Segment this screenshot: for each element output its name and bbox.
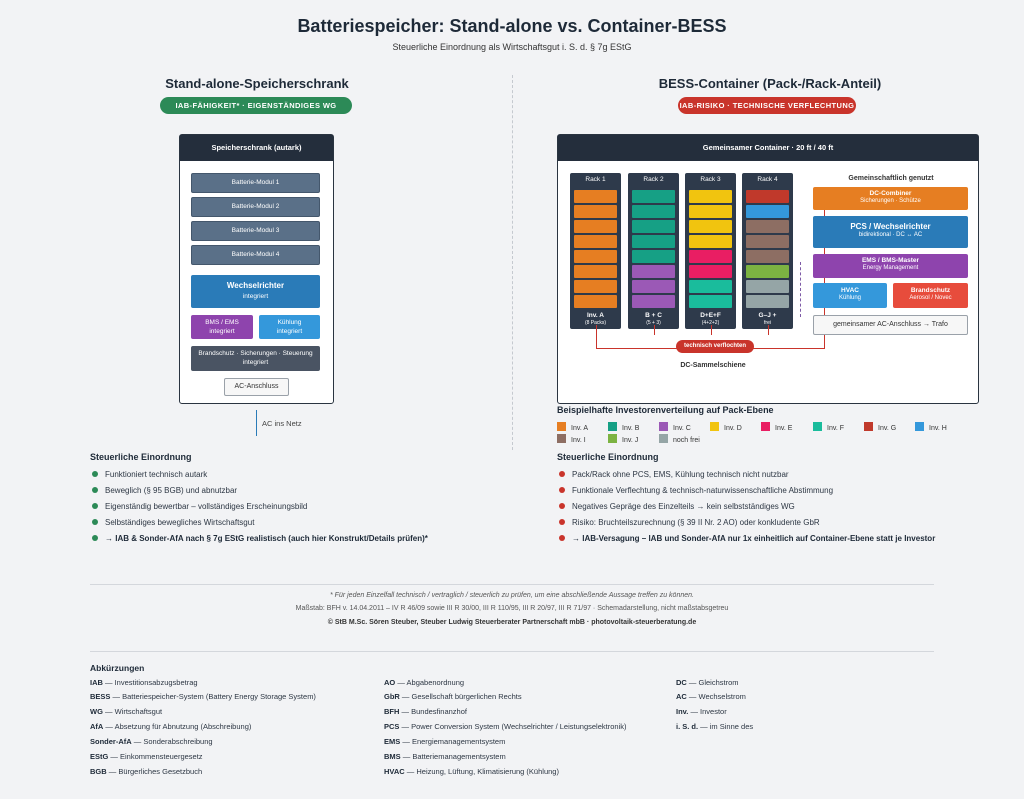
- rack-2: [628, 173, 679, 329]
- abbr-item: AfA — Absetzung für Abnutzung (Abschreibung): [90, 722, 252, 731]
- legend-item: [710, 422, 742, 432]
- bullet-text: Selbständiges bewegliches Wirtschaftsgut: [105, 518, 255, 527]
- rack-footer: [570, 312, 621, 326]
- legend-label: Inv. C: [673, 425, 691, 432]
- legend-item: [813, 422, 844, 432]
- rack-label: Rack 2: [643, 176, 664, 183]
- rack-note: frei: [764, 320, 771, 326]
- ems-title: EMS / BMS-Master: [861, 257, 920, 264]
- ac-grid-line: [256, 410, 257, 436]
- rack-1: [570, 173, 621, 329]
- abbr-item: EStG — Einkommensteuergesetz: [90, 752, 203, 761]
- pack: [574, 205, 617, 218]
- legend-swatch: [659, 422, 668, 431]
- footer-note: * Für jeden Einzelfall technisch / vertraglich / steuerlich zu prüfen, um eine abschließende Aussage treffen zu können.: [330, 592, 694, 599]
- legend-item: [608, 434, 638, 444]
- legend-item: [864, 422, 896, 432]
- right-bullet-2: [559, 486, 833, 495]
- abbr-item: Inv. — Investor: [676, 707, 727, 716]
- legend-item: [557, 434, 586, 444]
- inverter-box: [191, 275, 320, 308]
- safety-box: [191, 346, 320, 371]
- left-badge: IAB-FÄHIGKEIT* · EIGENSTÄNDIGES WG: [160, 97, 352, 114]
- pack: [746, 265, 789, 278]
- legend-swatch: [864, 422, 873, 431]
- footer-divider: [90, 584, 934, 585]
- cabinet-title: Speicherschrank (autark): [180, 135, 333, 161]
- shared-ac-box: gemeinsamer AC-Anschluss → Trafo: [813, 315, 968, 335]
- legend-label: Inv. D: [724, 425, 742, 432]
- rack-label: Rack 4: [757, 176, 778, 183]
- legend-swatch: [915, 422, 924, 431]
- bullet-dot: [92, 471, 98, 477]
- ems-link-line: [800, 262, 801, 317]
- bullet-text: Risiko: Bruchteilszurechnung (§ 39 II Nr. 2 AO) oder konkludente GbR: [572, 518, 820, 527]
- battery-module-2: Batterie-Modul 2: [191, 197, 320, 217]
- pcs-sub: bidirektional · DC ↔ AC: [858, 232, 923, 238]
- legend-label: Inv. A: [571, 425, 588, 432]
- bullet-text: Beweglich (§ 95 BGB) und abnutzbar: [105, 486, 238, 495]
- battery-module-4: Batterie-Modul 4: [191, 245, 320, 265]
- pack: [574, 250, 617, 263]
- bullet-text: → IAB-Versagung – IAB und Sonder-AfA nur 1x einheitlich auf Container-Ebene statt je Investor: [572, 534, 936, 543]
- rack-3: [685, 173, 736, 329]
- bullet-text: Negatives Gepräge des Einzelteils → kein selbstständiges WG: [572, 502, 795, 511]
- left-bullet-4: [92, 518, 254, 527]
- right-bullet-5: [559, 534, 935, 543]
- pack: [689, 265, 732, 278]
- pack: [632, 220, 675, 233]
- legend-swatch: [608, 422, 617, 431]
- pack: [632, 265, 675, 278]
- container-title: Gemeinsamer Container · 20 ft / 40 ft: [558, 135, 978, 161]
- pack: [746, 220, 789, 233]
- right-bullet-3: [559, 502, 795, 511]
- rack-investor: G–J +: [758, 312, 777, 319]
- abbr-item: BMS — Batteriemanagementsystem: [384, 752, 506, 761]
- abbr-item: BFH — Bundesfinanzhof: [384, 707, 467, 716]
- ac-grid-label: AC ins Netz: [262, 419, 302, 428]
- ems-box: [813, 254, 968, 278]
- pack: [632, 295, 675, 308]
- pcs-title: PCS / Wechselrichter: [850, 222, 931, 231]
- bullet-text: Funktionale Verflechtung & technisch-naturwissenschaftliche Abstimmung: [572, 486, 834, 495]
- bms-title: BMS / EMS: [205, 319, 239, 326]
- legend-label: Inv. G: [878, 425, 897, 432]
- left-bullet-3: [92, 502, 307, 511]
- pack: [746, 190, 789, 203]
- legend-swatch: [761, 422, 770, 431]
- rack-investor: B + C: [645, 312, 662, 319]
- legend-label: Inv. F: [827, 425, 844, 432]
- left-heading: Stand-alone-Speicherschrank: [165, 76, 349, 91]
- legend-label: Inv. B: [622, 425, 640, 432]
- bess-container: [557, 134, 979, 404]
- abbr-item: Sonder-AfA — Sonderabschreibung: [90, 737, 213, 746]
- pack: [689, 295, 732, 308]
- abbr-item: i. S. d. — im Sinne des: [676, 722, 754, 731]
- hvac-box: [813, 283, 887, 308]
- legend-label: Inv. H: [929, 425, 947, 432]
- abbr-item: GbR — Gesellschaft bürgerlichen Rechts: [384, 692, 522, 701]
- legend-label: noch frei: [673, 437, 700, 444]
- page-subtitle: Steuerliche Einordnung als Wirtschaftsgut i. S. d. § 7g EStG: [392, 42, 632, 52]
- pack: [689, 205, 732, 218]
- rack-investor: D+E+F: [700, 312, 721, 319]
- right-bullet-4: [559, 518, 820, 527]
- rack-footer: [628, 312, 679, 326]
- bms-sub: integriert: [209, 328, 235, 335]
- interlinked-badge: technisch verflochten: [676, 340, 754, 353]
- ac-connection: AC-Anschluss: [224, 378, 289, 396]
- page-title: Batteriespeicher: Stand-alone vs. Container-BESS: [297, 16, 727, 36]
- pack: [574, 280, 617, 293]
- shared-title: Gemeinschaftlich genutzt: [848, 175, 934, 182]
- abbr-item: AC — Wechselstrom: [676, 692, 746, 701]
- legend-item: [915, 422, 947, 432]
- right-bullet-1: [559, 470, 789, 479]
- pack: [746, 235, 789, 248]
- battery-module-3: Batterie-Modul 3: [191, 221, 320, 241]
- right-badge: IAB-RISIKO · TECHNISCHE VERFLECHTUNG: [678, 97, 856, 114]
- left-tax-title: Steuerliche Einordnung: [90, 452, 192, 462]
- hvac-sub: Kühlung: [838, 295, 862, 301]
- bullet-dot: [559, 535, 565, 541]
- ems-sub: Energy Management: [862, 265, 919, 271]
- bullet-text: Funktioniert technisch autark: [105, 470, 208, 479]
- inverter-title: Wechselrichter: [226, 281, 285, 290]
- legend-item: [557, 422, 588, 432]
- pack: [689, 235, 732, 248]
- bullet-dot: [92, 535, 98, 541]
- rack-4: [742, 173, 793, 329]
- rack-note: (8 Packs): [584, 320, 607, 326]
- dc-combiner-box: [813, 187, 968, 210]
- pack: [746, 205, 789, 218]
- fire-protection-box: [893, 283, 968, 308]
- pack: [689, 220, 732, 233]
- bms-ems-box: [191, 315, 253, 339]
- pack: [574, 295, 617, 308]
- bullet-text: → IAB & Sonder-AfA nach § 7g EStG realistisch (auch hier Konstrukt/Details prüfen)*: [105, 534, 428, 543]
- inverter-sub: integriert: [242, 293, 269, 300]
- right-tax-title: Steuerliche Einordnung: [557, 452, 659, 462]
- fire-title: Brandschutz: [910, 287, 951, 294]
- legend-label: Inv. I: [571, 437, 586, 444]
- cooling-box: [259, 315, 320, 339]
- abbr-divider: [90, 651, 934, 652]
- pack: [574, 220, 617, 233]
- pack: [632, 280, 675, 293]
- pack: [689, 190, 732, 203]
- pack: [632, 250, 675, 263]
- abbr-item: DC — Gleichstrom: [676, 678, 739, 687]
- bullet-dot: [92, 519, 98, 525]
- hvac-title: HVAC: [841, 287, 859, 294]
- legend-item: [659, 422, 691, 432]
- pack: [689, 280, 732, 293]
- legend-swatch: [557, 422, 566, 431]
- pack: [632, 205, 675, 218]
- rack-footer: [742, 312, 793, 326]
- dc-combiner-title: DC-Combiner: [869, 190, 912, 197]
- right-heading: BESS-Container (Pack-/Rack-Anteil): [658, 76, 882, 91]
- legend-label: Inv. E: [775, 425, 793, 432]
- cooling-title: Kühlung: [277, 319, 302, 326]
- dc-busbar-label: DC-Sammelschiene: [680, 362, 746, 369]
- dc-combiner-sub: Sicherungen · Schütze: [860, 198, 921, 204]
- cooling-sub: integriert: [276, 328, 303, 335]
- abbr-item: EMS — Energiemanagementsystem: [384, 737, 506, 746]
- rack-note: (4+2+2): [701, 320, 720, 326]
- abbr-item: HVAC — Heizung, Lüftung, Klimatisierung (Kühlung): [384, 767, 559, 776]
- legend-swatch: [710, 422, 719, 431]
- abbr-item: BGB — Bürgerliches Gesetzbuch: [90, 767, 203, 776]
- fire-sub: Aerosol / Novec: [909, 295, 952, 301]
- pack: [632, 190, 675, 203]
- storage-cabinet: [179, 134, 334, 404]
- safety-line1: Brandschutz · Sicherungen · Steuerung: [198, 350, 313, 357]
- pcs-box: [813, 216, 968, 248]
- rack-note: (5 + 3): [646, 320, 661, 326]
- safety-line2: integriert: [242, 359, 269, 366]
- rack-label: Rack 3: [700, 176, 721, 183]
- bullet-dot: [559, 471, 565, 477]
- abbr-item: IAB — Investitionsabzugsbetrag: [90, 678, 198, 687]
- legend-swatch: [557, 434, 566, 443]
- bullet-dot: [559, 519, 565, 525]
- abbreviations-title: Abkürzungen: [90, 663, 145, 673]
- bullet-text: Pack/Rack ohne PCS, EMS, Kühlung technisch nicht nutzbar: [572, 470, 789, 479]
- bullet-dot: [559, 487, 565, 493]
- left-bullet-1: [92, 470, 207, 479]
- legend-swatch: [659, 434, 668, 443]
- bullet-dot: [92, 503, 98, 509]
- pack: [574, 190, 617, 203]
- pack: [746, 250, 789, 263]
- pack: [574, 235, 617, 248]
- bullet-dot: [92, 487, 98, 493]
- legend-item: [761, 422, 792, 432]
- abbr-item: PCS — Power Conversion System (Wechselrichter / Leistungselektronik): [384, 722, 627, 731]
- footer-scale: Maßstab: BFH v. 14.04.2011 – IV R 46/09 sowie III R 30/00, III R 110/95, III R 20/97, III R 71/97 · Schemadarstellung, nicht maßstabsgetreu: [295, 605, 729, 612]
- legend-title: Beispielhafte Investorenverteilung auf Pack-Ebene: [557, 405, 774, 415]
- bullet-text: Eigenständig bewertbar – vollständiges Erscheinungsbild: [105, 502, 308, 511]
- abbr-item: BESS — Batteriespeicher-System (Battery Energy Storage System): [90, 692, 316, 701]
- legend-label: Inv. J: [622, 437, 639, 444]
- abbr-item: WG — Wirtschaftsgut: [90, 707, 163, 716]
- rack-investor: Inv. A: [587, 312, 604, 319]
- rack-footer: [685, 312, 736, 326]
- battery-module-1: Batterie-Modul 1: [191, 173, 320, 193]
- abbr-item: AO — Abgabenordnung: [384, 678, 465, 687]
- column-divider: [512, 75, 513, 450]
- left-bullet-5: [92, 534, 428, 543]
- pack: [574, 265, 617, 278]
- footer-copyright: © StB M.Sc. Sören Steuber, Steuber Ludwig Steuerberater Partnerschaft mbB · photovoltaik-steuerberatung.de: [327, 619, 697, 626]
- bullet-dot: [559, 503, 565, 509]
- left-bullet-2: [92, 486, 237, 495]
- pack: [746, 280, 789, 293]
- legend-item: [608, 422, 639, 432]
- legend-swatch: [608, 434, 617, 443]
- pack: [689, 250, 732, 263]
- legend-item: [659, 434, 700, 444]
- pack: [746, 295, 789, 308]
- legend-swatch: [813, 422, 822, 431]
- rack-label: Rack 1: [585, 176, 606, 183]
- pack: [632, 235, 675, 248]
